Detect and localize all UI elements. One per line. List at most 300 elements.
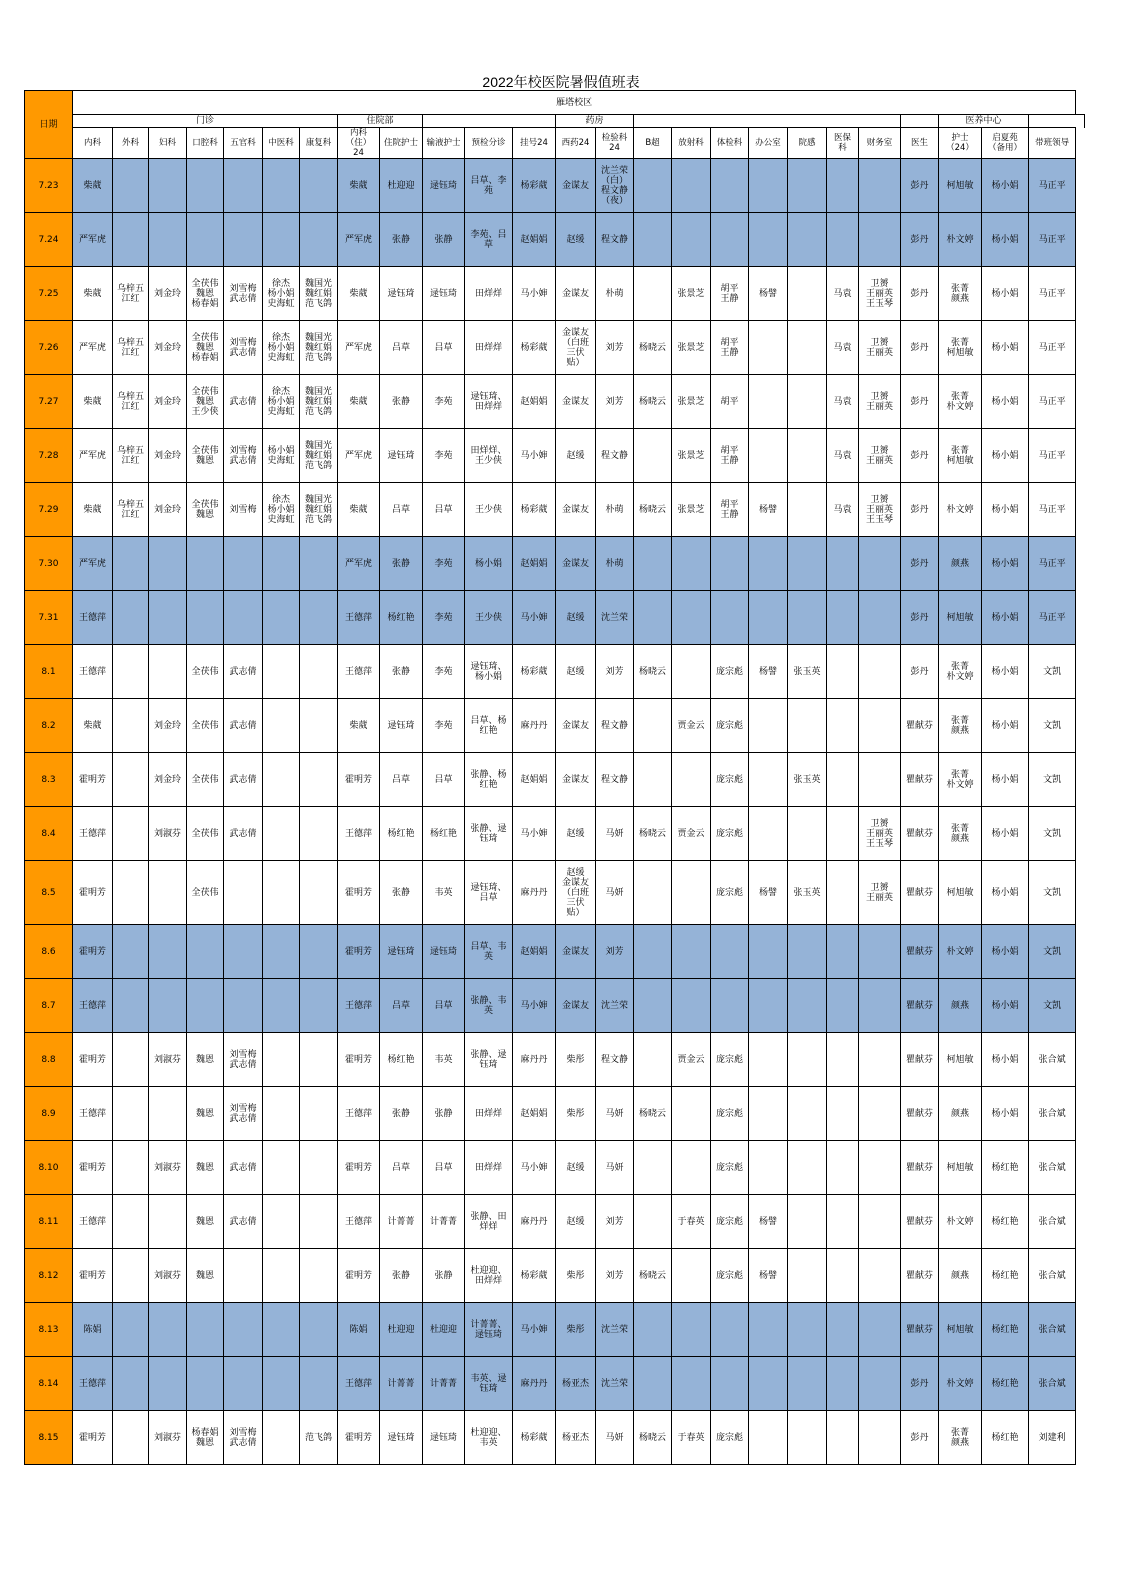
duty-cell: 魏国光 魏红娟 范飞鸽 xyxy=(300,429,338,483)
duty-cell xyxy=(827,1141,859,1195)
duty-cell xyxy=(711,925,749,979)
duty-cell xyxy=(859,1411,901,1465)
duty-cell: 金谋友 xyxy=(556,699,596,753)
duty-cell: 杨譬 xyxy=(749,267,788,321)
duty-cell: 李苑 xyxy=(423,429,465,483)
duty-cell: 马袁 xyxy=(827,375,859,429)
duty-cell xyxy=(187,1357,224,1411)
duty-cell: 柯旭敏 xyxy=(939,1141,982,1195)
duty-cell: 刘金玲 xyxy=(149,429,187,483)
duty-cell: 严军虎 xyxy=(73,429,113,483)
duty-cell: 杨小娟 xyxy=(982,213,1029,267)
duty-cell: 马袁 xyxy=(827,483,859,537)
date-cell: 8.6 xyxy=(25,925,73,979)
duty-cell: 武志倩 xyxy=(224,807,263,861)
duty-cell xyxy=(263,537,300,591)
duty-cell xyxy=(827,699,859,753)
duty-cell: 王德萍 xyxy=(73,1087,113,1141)
duty-cell: 刘雪梅 武志倩 xyxy=(224,1033,263,1087)
duty-cell: 张合斌 xyxy=(1029,1303,1076,1357)
duty-cell: 计菁菁、 逯钰琦 xyxy=(465,1303,513,1357)
duty-cell: 彭丹 xyxy=(901,159,939,213)
duty-cell: 魏国光 魏红娟 范飞鸽 xyxy=(300,321,338,375)
duty-cell: 杨小娟 xyxy=(982,591,1029,645)
duty-cell xyxy=(859,1249,901,1303)
duty-cell: 刘金玲 xyxy=(149,753,187,807)
duty-cell: 文凯 xyxy=(1029,807,1076,861)
duty-cell xyxy=(788,1303,827,1357)
duty-cell: 彭丹 xyxy=(901,645,939,699)
duty-cell xyxy=(149,213,187,267)
duty-cell: 田烊烊 xyxy=(465,1141,513,1195)
duty-cell xyxy=(149,645,187,699)
column-header: 内科 xyxy=(73,128,113,159)
duty-cell xyxy=(634,699,672,753)
duty-cell xyxy=(749,537,788,591)
duty-cell: 赵娟娟 xyxy=(513,537,556,591)
duty-cell xyxy=(113,753,149,807)
column-header: 财务室 xyxy=(859,128,901,159)
duty-cell: 杜迎迎 xyxy=(423,1303,465,1357)
duty-cell: 全茯伟 魏恩 杨春娟 xyxy=(187,267,224,321)
duty-cell: 王德萍 xyxy=(73,979,113,1033)
duty-cell xyxy=(263,753,300,807)
duty-cell: 柴彤 xyxy=(556,1303,596,1357)
date-column-header: 日期 xyxy=(25,91,73,159)
duty-cell xyxy=(300,1357,338,1411)
duty-cell xyxy=(263,699,300,753)
duty-cell: 徐杰 杨小娟 史海虹 xyxy=(263,375,300,429)
duty-cell: 沈兰荣 xyxy=(596,1303,634,1357)
duty-cell: 武志倩 xyxy=(224,375,263,429)
duty-cell xyxy=(300,1087,338,1141)
duty-cell: 胡平 王静 xyxy=(711,321,749,375)
duty-cell xyxy=(788,925,827,979)
duty-cell: 张静 xyxy=(380,1087,423,1141)
duty-cell: 刘芳 xyxy=(596,645,634,699)
duty-cell xyxy=(749,321,788,375)
duty-cell: 麻丹丹 xyxy=(513,1033,556,1087)
duty-cell xyxy=(634,267,672,321)
date-cell: 8.12 xyxy=(25,1249,73,1303)
column-header: 住院护士 xyxy=(380,128,423,159)
duty-cell xyxy=(827,1249,859,1303)
duty-cell xyxy=(634,591,672,645)
duty-cell: 刘雪梅 武志倩 xyxy=(224,1411,263,1465)
duty-cell: 文凯 xyxy=(1029,861,1076,925)
duty-cell: 刘雪梅 武志倩 xyxy=(224,321,263,375)
duty-cell: 麻丹丹 xyxy=(513,699,556,753)
duty-cell: 张静、逯 钰琦 xyxy=(465,1033,513,1087)
duty-cell xyxy=(300,159,338,213)
duty-cell: 卫赟 王丽英 xyxy=(859,375,901,429)
duty-cell: 贾金云 xyxy=(672,699,711,753)
duty-cell: 卫赟 王丽英 xyxy=(859,861,901,925)
roster-row xyxy=(25,925,1085,979)
duty-cell xyxy=(827,1411,859,1465)
duty-cell xyxy=(263,979,300,1033)
duty-cell xyxy=(672,1141,711,1195)
duty-cell xyxy=(711,537,749,591)
column-header: 医生 xyxy=(901,128,939,159)
duty-cell: 麻丹丹 xyxy=(513,1357,556,1411)
duty-cell: 张合斌 xyxy=(1029,1249,1076,1303)
duty-cell xyxy=(263,1357,300,1411)
duty-cell xyxy=(749,979,788,1033)
duty-cell: 赵缓 xyxy=(556,807,596,861)
duty-cell xyxy=(859,925,901,979)
duty-cell xyxy=(634,537,672,591)
duty-cell xyxy=(749,1033,788,1087)
duty-cell: 张景芝 xyxy=(672,267,711,321)
duty-cell xyxy=(827,1357,859,1411)
duty-cell: 杨小娟 xyxy=(982,861,1029,925)
duty-cell: 全茯伟 xyxy=(187,753,224,807)
roster-row xyxy=(25,375,1085,429)
duty-cell: 全茯伟 xyxy=(187,699,224,753)
duty-cell: 刘金玲 xyxy=(149,699,187,753)
duty-cell xyxy=(149,1303,187,1357)
column-header: 中医科 xyxy=(263,128,300,159)
duty-cell xyxy=(788,213,827,267)
duty-cell: 霍明芳 xyxy=(73,1249,113,1303)
duty-cell: 马小婶 xyxy=(513,1141,556,1195)
duty-cell: 杨彩葳 xyxy=(513,159,556,213)
duty-cell: 柴葳 xyxy=(338,699,380,753)
duty-cell: 于春英 xyxy=(672,1411,711,1465)
duty-cell xyxy=(827,159,859,213)
duty-cell: 瞿献芬 xyxy=(901,807,939,861)
duty-cell: 杨晓云 xyxy=(634,645,672,699)
duty-cell: 杨小娟 xyxy=(982,483,1029,537)
duty-cell: 杨彩葳 xyxy=(513,483,556,537)
duty-cell xyxy=(263,159,300,213)
duty-cell: 柴彤 xyxy=(556,1249,596,1303)
duty-cell xyxy=(827,1087,859,1141)
duty-cell xyxy=(149,861,187,925)
duty-cell xyxy=(263,1303,300,1357)
duty-cell xyxy=(672,159,711,213)
duty-cell: 吕草 xyxy=(423,321,465,375)
duty-cell xyxy=(634,1303,672,1357)
duty-cell: 韦英、逯 钰琦 xyxy=(465,1357,513,1411)
duty-cell: 武志倩 xyxy=(224,1195,263,1249)
duty-cell xyxy=(300,537,338,591)
duty-cell: 庞宗彪 xyxy=(711,699,749,753)
duty-cell: 杨小娟 xyxy=(982,925,1029,979)
duty-cell: 庞宗彪 xyxy=(711,861,749,925)
duty-cell: 乌梓五 江红 xyxy=(113,483,149,537)
duty-cell xyxy=(113,1033,149,1087)
duty-cell xyxy=(149,925,187,979)
duty-cell xyxy=(224,1249,263,1303)
duty-cell: 逯钰琦 xyxy=(423,1411,465,1465)
duty-cell: 赵缓 xyxy=(556,645,596,699)
duty-cell: 胡平 王静 xyxy=(711,267,749,321)
duty-cell: 霍明芳 xyxy=(338,1033,380,1087)
duty-cell: 严军虎 xyxy=(73,321,113,375)
duty-cell xyxy=(113,1195,149,1249)
duty-cell xyxy=(827,645,859,699)
roster-row xyxy=(25,429,1085,483)
column-header: 启夏苑 （备用） xyxy=(982,128,1029,159)
duty-cell: 赵缓 xyxy=(556,1195,596,1249)
duty-cell: 程文静 xyxy=(596,213,634,267)
duty-cell xyxy=(113,1249,149,1303)
duty-cell xyxy=(224,159,263,213)
duty-cell: 柴葳 xyxy=(338,483,380,537)
duty-cell: 杨小娟 xyxy=(465,537,513,591)
column-header: B超 xyxy=(634,128,672,159)
duty-cell xyxy=(634,429,672,483)
duty-cell: 张静 xyxy=(423,213,465,267)
roster-row xyxy=(25,537,1085,591)
duty-cell xyxy=(672,979,711,1033)
group-pharmacy: 药房 xyxy=(556,115,634,128)
column-header: 五官科 xyxy=(224,128,263,159)
duty-cell xyxy=(788,1249,827,1303)
duty-cell xyxy=(263,1033,300,1087)
duty-cell: 瞿献芬 xyxy=(901,1033,939,1087)
duty-cell: 杨红艳 xyxy=(423,807,465,861)
duty-cell xyxy=(634,1141,672,1195)
date-cell: 8.14 xyxy=(25,1357,73,1411)
duty-cell xyxy=(113,861,149,925)
duty-cell: 杨小娟 xyxy=(982,1033,1029,1087)
duty-cell: 赵娟娟 xyxy=(513,375,556,429)
duty-cell xyxy=(634,1357,672,1411)
duty-cell xyxy=(300,213,338,267)
duty-cell: 柴葳 xyxy=(73,267,113,321)
duty-cell: 严军虎 xyxy=(338,537,380,591)
duty-cell: 卫赟 王丽英 王玉琴 xyxy=(859,807,901,861)
duty-cell: 杨譬 xyxy=(749,861,788,925)
duty-cell: 金谋友 （白班 三伏 贴） xyxy=(556,321,596,375)
duty-cell: 吕草 xyxy=(423,483,465,537)
duty-cell xyxy=(749,429,788,483)
duty-cell xyxy=(859,1141,901,1195)
date-cell: 7.23 xyxy=(25,159,73,213)
column-header: 挂号24 xyxy=(513,128,556,159)
duty-cell: 杨红艳 xyxy=(982,1141,1029,1195)
duty-cell: 沈兰荣 xyxy=(596,591,634,645)
duty-cell: 朴文婷 xyxy=(939,1195,982,1249)
duty-cell: 庞宗彪 xyxy=(711,1249,749,1303)
duty-cell: 赵缓 金谋友 （白班 三伏 贴） xyxy=(556,861,596,925)
duty-cell: 杨彩葳 xyxy=(513,1411,556,1465)
duty-cell xyxy=(300,861,338,925)
duty-cell xyxy=(749,1357,788,1411)
duty-cell: 金谋友 xyxy=(556,159,596,213)
duty-cell: 魏国光 魏红娟 范飞鸽 xyxy=(300,267,338,321)
duty-cell xyxy=(672,537,711,591)
duty-cell: 柴葳 xyxy=(338,267,380,321)
duty-cell: 杨晓云 xyxy=(634,1249,672,1303)
duty-cell: 魏国光 魏红娟 范飞鸽 xyxy=(300,375,338,429)
duty-cell: 李苑 xyxy=(423,537,465,591)
duty-cell xyxy=(788,1087,827,1141)
duty-cell xyxy=(187,1303,224,1357)
duty-cell: 刘芳 xyxy=(596,321,634,375)
duty-cell xyxy=(788,979,827,1033)
duty-cell: 彭丹 xyxy=(901,591,939,645)
duty-cell: 逯钰琦 xyxy=(380,267,423,321)
duty-cell: 王德萍 xyxy=(73,591,113,645)
duty-cell xyxy=(672,645,711,699)
duty-cell: 逯钰琦 xyxy=(423,925,465,979)
duty-cell: 张静 xyxy=(423,1249,465,1303)
duty-cell: 马正平 xyxy=(1029,375,1076,429)
roster-row xyxy=(25,1303,1085,1357)
page-title: 2022年校医院暑假值班表 xyxy=(482,74,640,90)
duty-cell: 吕草 xyxy=(423,979,465,1033)
duty-cell xyxy=(788,591,827,645)
duty-cell: 马袁 xyxy=(827,429,859,483)
duty-cell xyxy=(187,213,224,267)
duty-cell: 张合斌 xyxy=(1029,1033,1076,1087)
duty-cell: 逯钰琦 xyxy=(423,159,465,213)
duty-cell: 张菁 颜燕 xyxy=(939,267,982,321)
duty-cell: 胡平 王静 xyxy=(711,429,749,483)
duty-cell: 刘金玲 xyxy=(149,267,187,321)
duty-cell xyxy=(859,1303,901,1357)
duty-cell: 逯钰琦 xyxy=(380,699,423,753)
duty-cell: 刘雪梅 武志倩 xyxy=(224,429,263,483)
duty-cell xyxy=(300,1141,338,1195)
duty-cell xyxy=(224,1357,263,1411)
duty-cell: 柯旭敏 xyxy=(939,1303,982,1357)
duty-cell: 瞿献芬 xyxy=(901,1303,939,1357)
date-cell: 7.30 xyxy=(25,537,73,591)
duty-cell: 彭丹 xyxy=(901,375,939,429)
duty-cell xyxy=(300,1303,338,1357)
duty-cell: 张静、杨 红艳 xyxy=(465,753,513,807)
duty-cell: 王德萍 xyxy=(338,1087,380,1141)
duty-cell: 金谋友 xyxy=(556,483,596,537)
column-header: 体检科 xyxy=(711,128,749,159)
duty-cell xyxy=(749,213,788,267)
duty-cell: 瞿献芬 xyxy=(901,1087,939,1141)
duty-cell: 颜燕 xyxy=(939,1087,982,1141)
duty-cell xyxy=(672,1249,711,1303)
duty-cell xyxy=(634,925,672,979)
duty-cell: 朴萌 xyxy=(596,537,634,591)
duty-cell xyxy=(788,375,827,429)
duty-cell: 庞宗彪 xyxy=(711,1033,749,1087)
duty-cell: 吕草 xyxy=(380,753,423,807)
duty-cell: 刘淑芬 xyxy=(149,1033,187,1087)
duty-cell: 文凯 xyxy=(1029,753,1076,807)
roster-row xyxy=(25,1195,1085,1249)
duty-cell xyxy=(788,1195,827,1249)
duty-cell: 彭丹 xyxy=(901,213,939,267)
duty-cell: 卫赟 王丽英 王玉琴 xyxy=(859,483,901,537)
roster-row xyxy=(25,591,1085,645)
duty-cell xyxy=(300,699,338,753)
duty-cell: 庞宗彪 xyxy=(711,1141,749,1195)
duty-cell: 马妍 xyxy=(596,861,634,925)
column-header: 办公室 xyxy=(749,128,788,159)
duty-cell: 张玉英 xyxy=(788,645,827,699)
duty-cell: 杨红艳 xyxy=(982,1195,1029,1249)
duty-cell: 杨亚杰 xyxy=(556,1411,596,1465)
duty-cell: 颜燕 xyxy=(939,537,982,591)
duty-cell: 霍明芳 xyxy=(73,1141,113,1195)
duty-cell xyxy=(300,979,338,1033)
duty-cell xyxy=(300,1195,338,1249)
duty-cell: 徐杰 杨小娟 史海虹 xyxy=(263,321,300,375)
duty-cell: 杨彩葳 xyxy=(513,1249,556,1303)
duty-cell: 马小婶 xyxy=(513,267,556,321)
date-cell: 8.5 xyxy=(25,861,73,925)
duty-cell: 瞿献芬 xyxy=(901,925,939,979)
date-cell: 8.10 xyxy=(25,1141,73,1195)
duty-cell: 马正平 xyxy=(1029,591,1076,645)
duty-cell: 计菁菁 xyxy=(380,1195,423,1249)
duty-cell: 刘雪梅 武志倩 xyxy=(224,1087,263,1141)
duty-cell: 杨彩葳 xyxy=(513,321,556,375)
duty-cell: 金谋友 xyxy=(556,979,596,1033)
duty-cell: 金谋友 xyxy=(556,375,596,429)
duty-cell: 韦英 xyxy=(423,861,465,925)
duty-cell: 麻丹丹 xyxy=(513,861,556,925)
duty-cell: 马正平 xyxy=(1029,429,1076,483)
duty-cell xyxy=(634,979,672,1033)
duty-cell: 杨晓云 xyxy=(634,1411,672,1465)
duty-cell xyxy=(113,979,149,1033)
duty-cell: 张菁 朴文婷 xyxy=(939,375,982,429)
duty-cell: 庞宗彪 xyxy=(711,753,749,807)
duty-cell: 霍明芳 xyxy=(73,753,113,807)
duty-cell: 文凯 xyxy=(1029,699,1076,753)
column-header: 外科 xyxy=(113,128,149,159)
duty-cell xyxy=(113,925,149,979)
duty-cell: 杨小娟 xyxy=(982,645,1029,699)
duty-cell xyxy=(827,807,859,861)
duty-cell: 杨小娟 xyxy=(982,375,1029,429)
duty-cell: 朴文婷 xyxy=(939,925,982,979)
duty-cell xyxy=(749,375,788,429)
duty-cell: 朴萌 xyxy=(596,267,634,321)
duty-cell xyxy=(827,861,859,925)
duty-cell: 杨红艳 xyxy=(982,1411,1029,1465)
column-header: 预检分诊 xyxy=(465,128,513,159)
duty-cell: 武志倩 xyxy=(224,753,263,807)
duty-cell: 彭丹 xyxy=(901,1357,939,1411)
roster-row xyxy=(25,807,1085,861)
duty-cell xyxy=(300,1249,338,1303)
duty-cell: 杨小娟 xyxy=(982,321,1029,375)
duty-cell xyxy=(263,645,300,699)
duty-cell xyxy=(749,925,788,979)
duty-cell: 卫赟 王丽英 xyxy=(859,321,901,375)
duty-cell xyxy=(149,979,187,1033)
duty-cell xyxy=(300,925,338,979)
duty-cell: 魏恩 xyxy=(187,1087,224,1141)
duty-cell: 马正平 xyxy=(1029,267,1076,321)
duty-cell: 张合斌 xyxy=(1029,1357,1076,1411)
duty-cell: 文凯 xyxy=(1029,645,1076,699)
duty-cell xyxy=(113,1087,149,1141)
duty-cell: 逯钰琦 xyxy=(380,429,423,483)
duty-cell: 张菁 柯旭敏 xyxy=(939,429,982,483)
duty-cell: 全茯伟 xyxy=(187,861,224,925)
duty-cell: 霍明芳 xyxy=(73,1411,113,1465)
duty-cell xyxy=(263,591,300,645)
duty-cell xyxy=(113,1357,149,1411)
duty-cell xyxy=(827,537,859,591)
duty-cell: 全茯伟 xyxy=(187,645,224,699)
